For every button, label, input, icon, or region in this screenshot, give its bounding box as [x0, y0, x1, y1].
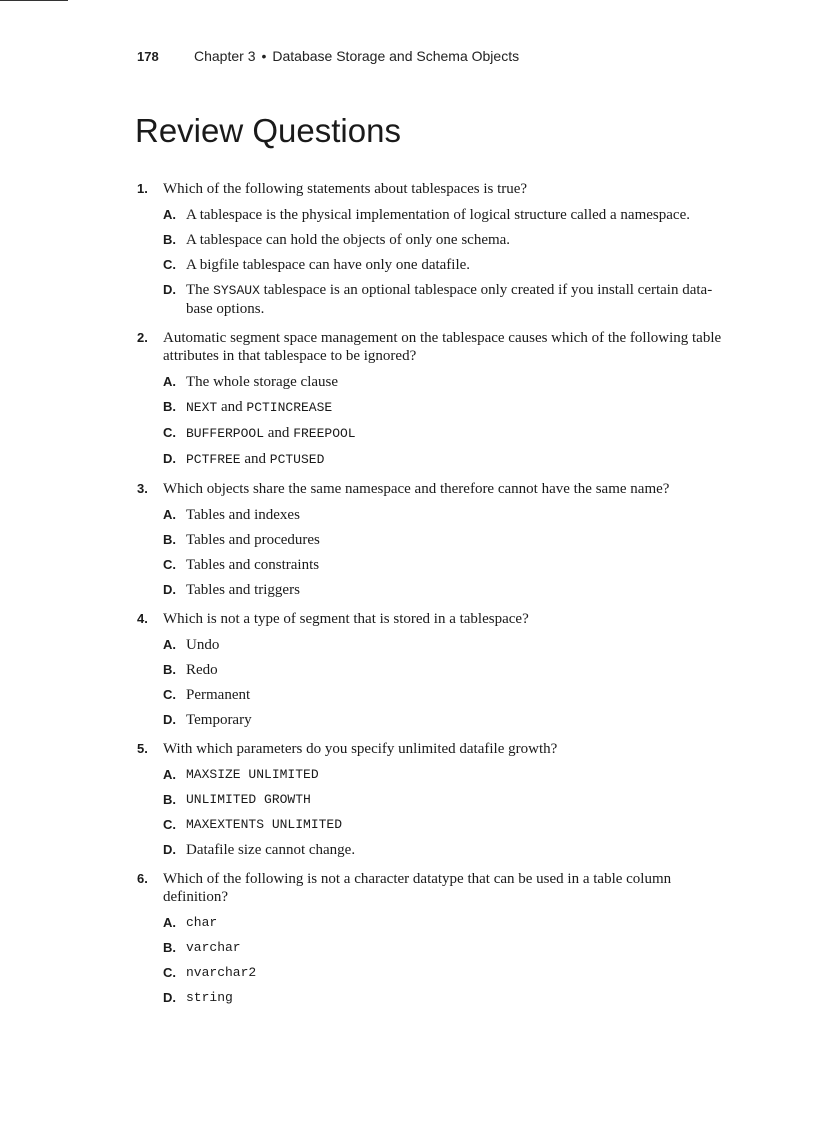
option-letter: C.: [163, 557, 176, 572]
option-text-part: and: [264, 425, 294, 441]
code-term: PCTINCREASE: [246, 400, 333, 415]
option-text: Tables and constraints: [186, 557, 320, 573]
option-letter: A.: [163, 637, 176, 652]
option-letter: A.: [163, 207, 176, 222]
option-d: [163, 989, 727, 1007]
option-text: A bigfile tablespace can have only one datafile.: [186, 257, 471, 273]
option-d: [163, 841, 727, 859]
option-text: A tablespace is the physical implementation of logical structure called a namespace.: [186, 207, 690, 223]
option-d: [163, 450, 727, 469]
option-text-part: and: [240, 451, 270, 467]
option-text: Datafile size cannot change.: [186, 842, 356, 858]
option-letter: B.: [163, 662, 176, 677]
code-term: MAXEXTENTS UNLIMITED: [186, 817, 343, 832]
option-text-part: tablespace is an optional tablespace only created if you install certain database options.: [186, 282, 713, 317]
running-head: [137, 48, 519, 64]
option-letter: D.: [163, 712, 176, 727]
option-text-part: and: [217, 399, 247, 415]
option-a: [163, 914, 727, 932]
option-d: [163, 711, 727, 729]
code-term: PCTFREE: [186, 452, 241, 467]
question-number: 2.: [137, 330, 148, 345]
question-list: [137, 180, 727, 1018]
page-title: Review Questions: [135, 112, 401, 149]
option-letter: A.: [163, 767, 176, 782]
option-text: Undo: [186, 637, 220, 653]
option-letter: A.: [163, 374, 176, 389]
option-c: [163, 424, 727, 443]
code-term: NEXT: [186, 400, 218, 415]
code-term: char: [186, 915, 218, 930]
option-d: [163, 581, 727, 599]
option-text: [186, 424, 727, 443]
option-text-part: The: [186, 282, 214, 298]
option-text: Tables and indexes: [186, 507, 300, 523]
code-term: PCTUSED: [269, 452, 325, 467]
question-number: 3.: [137, 481, 148, 496]
option-letter: B.: [163, 940, 176, 955]
option-letter: C.: [163, 257, 176, 272]
question-2: [137, 329, 727, 469]
option-b: [163, 531, 727, 549]
code-term: varchar: [186, 940, 241, 955]
code-term: BUFFERPOOL: [186, 426, 265, 441]
question-text: Which objects share the same namespace and therefore cannot have the same name?: [163, 481, 670, 497]
option-text: The whole storage clause: [186, 374, 339, 390]
option-c: [163, 256, 727, 274]
question-text: Automatic segment space management on the tablespace causes which of the following table attributes in that tablespace to be ignored?: [163, 330, 722, 364]
code-term: UNLIMITED GROWTH: [186, 792, 311, 807]
option-list: [163, 914, 727, 1007]
option-a: [163, 636, 727, 654]
option-b: [163, 939, 727, 957]
option-text: Temporary: [186, 712, 252, 728]
option-a: [163, 766, 727, 784]
code-term: FREEPOOL: [293, 426, 356, 441]
option-letter: C.: [163, 817, 176, 832]
question-1: [137, 180, 727, 318]
question-6: [137, 870, 727, 1007]
code-term: string: [186, 990, 233, 1005]
option-c: [163, 964, 727, 982]
option-a: [163, 206, 727, 224]
option-letter: B.: [163, 232, 176, 247]
page-number: 178: [137, 49, 159, 64]
chapter-label: Chapter 3: [194, 48, 256, 64]
option-d: [163, 281, 727, 318]
option-letter: D.: [163, 842, 176, 857]
question-text: Which of the following statements about tablespaces is true?: [163, 181, 528, 197]
option-letter: D.: [163, 282, 176, 297]
chapter-title: Database Storage and Schema Objects: [272, 48, 520, 64]
code-term: SYSAUX: [213, 283, 260, 298]
option-b: [163, 231, 727, 249]
question-text: Which of the following is not a character datatype that can be used in a table column definition?: [163, 871, 672, 905]
option-letter: C.: [163, 965, 176, 980]
option-letter: A.: [163, 507, 176, 522]
option-b: [163, 398, 727, 417]
option-text: A tablespace can hold the objects of only one schema.: [186, 232, 511, 248]
code-term: nvarchar2: [186, 965, 257, 980]
option-b: [163, 661, 727, 679]
option-c: [163, 556, 727, 574]
question-text: Which is not a type of segment that is stored in a tablespace?: [163, 611, 529, 627]
option-a: [163, 373, 727, 391]
question-number: 5.: [137, 741, 148, 756]
option-text: Redo: [186, 662, 218, 678]
option-letter: B.: [163, 532, 176, 547]
option-letter: A.: [163, 915, 176, 930]
option-letter: C.: [163, 425, 176, 440]
option-b: [163, 791, 727, 809]
option-text: Tables and triggers: [186, 582, 300, 598]
option-text: [186, 398, 727, 417]
option-c: [163, 686, 727, 704]
option-list: [163, 506, 727, 599]
option-text: [186, 281, 727, 318]
option-text: [186, 450, 727, 469]
option-letter: C.: [163, 687, 176, 702]
option-list: [163, 206, 727, 318]
option-list: [163, 766, 727, 859]
option-letter: D.: [163, 990, 176, 1005]
option-text: Tables and procedures: [186, 532, 320, 548]
question-number: 6.: [137, 871, 148, 886]
option-c: [163, 816, 727, 834]
option-letter: B.: [163, 399, 176, 414]
question-4: [137, 610, 727, 729]
option-text: Permanent: [186, 687, 251, 703]
question-number: 1.: [137, 181, 148, 196]
option-list: [163, 636, 727, 729]
crop-mark: [0, 0, 68, 1]
question-5: [137, 740, 727, 859]
option-letter: D.: [163, 582, 176, 597]
option-a: [163, 506, 727, 524]
option-letter: B.: [163, 792, 176, 807]
option-list: [163, 373, 727, 469]
code-term: MAXSIZE UNLIMITED: [186, 767, 319, 782]
header-separator: •: [261, 48, 267, 64]
option-letter: D.: [163, 451, 176, 466]
question-3: [137, 480, 727, 599]
question-text: With which parameters do you specify unlimited datafile growth?: [163, 741, 558, 757]
question-number: 4.: [137, 611, 148, 626]
